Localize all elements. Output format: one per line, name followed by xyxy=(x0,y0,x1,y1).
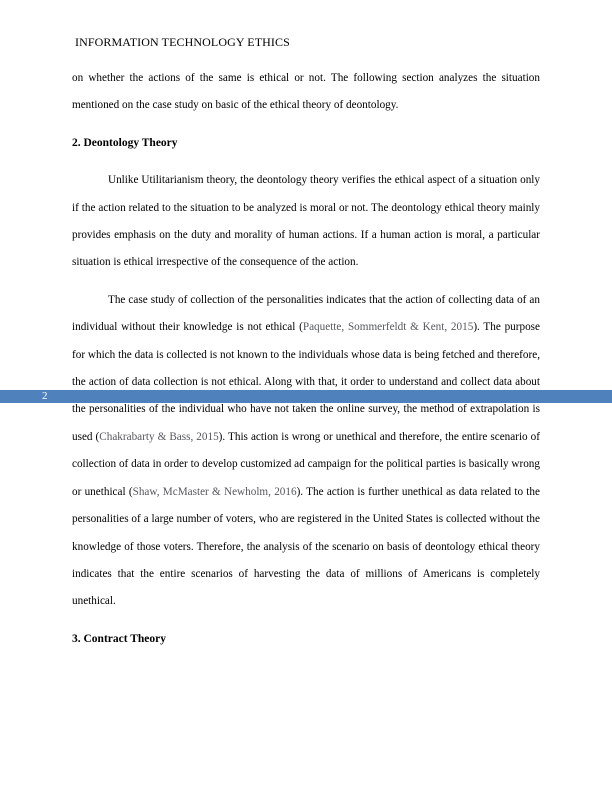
spacer xyxy=(72,277,540,287)
paragraph-intro: on whether the actions of the same is ethical or not. The following section analyzes the situation mentioned on the case study on basic of the ethical theory of deontology. xyxy=(72,72,540,112)
paragraph-text: ). This action is wrong or unethical and therefore, the entire scenario of collection of data in order to develop customized ad campaign for the political parties is basically wrong or unethical ( xyxy=(72,430,540,498)
citation: Chakrabarty & Bass, 2015 xyxy=(99,430,219,443)
running-header: INFORMATION TECHNOLOGY ETHICS xyxy=(75,35,290,49)
spacer xyxy=(72,616,540,626)
paragraph-text: ). The action is further unethical as data related to the personalities of a large number of voters, who are registered in the United States is collected without the knowledge of those voters. Therefore, the analysis of the scenario on basis of deontology ethical theory indicates that the entire scenarios of harvesting the data of millions of Americans is completely unethical. xyxy=(72,485,540,608)
section-heading-deontology: 2. Deontology Theory xyxy=(72,136,178,149)
section-heading-contract: 3. Contract Theory xyxy=(72,632,167,645)
page-break-band xyxy=(0,390,612,403)
document-body xyxy=(72,65,540,653)
citation: Shaw, McMaster & Newholm, 2016 xyxy=(132,485,297,498)
spacer xyxy=(72,120,540,130)
paragraph-text: ). The purpose for which the data is collected is not known to the individuals whose data is being fetched and therefore, the action of data collection is not ethical. Along with that, it order to understand and collect data about the personalities of the individual who have not taken the online survey, the method of extrapolation is used ( xyxy=(72,321,540,443)
page-number: 2 xyxy=(42,390,48,402)
paragraph-deontology-definition: Unlike Utilitarianism theory, the deontology theory verifies the ethical aspect of a situation only if the action related to the situation to be analyzed is moral or not. The deontology ethical theory mainly provides emphasis on the duty and morality of human actions. If a human action is moral, a particular situation is ethical irrespective of the consequence of the action. xyxy=(72,174,540,269)
paragraph-case-study xyxy=(72,287,540,616)
spacer xyxy=(72,157,540,167)
paragraph-text: The case study of collection of the personalities indicates that the action of collecting data of an individual without their knowledge is not ethical ( xyxy=(72,293,540,334)
citation: Paquette, Sommerfeldt & Kent, 2015 xyxy=(302,321,474,334)
